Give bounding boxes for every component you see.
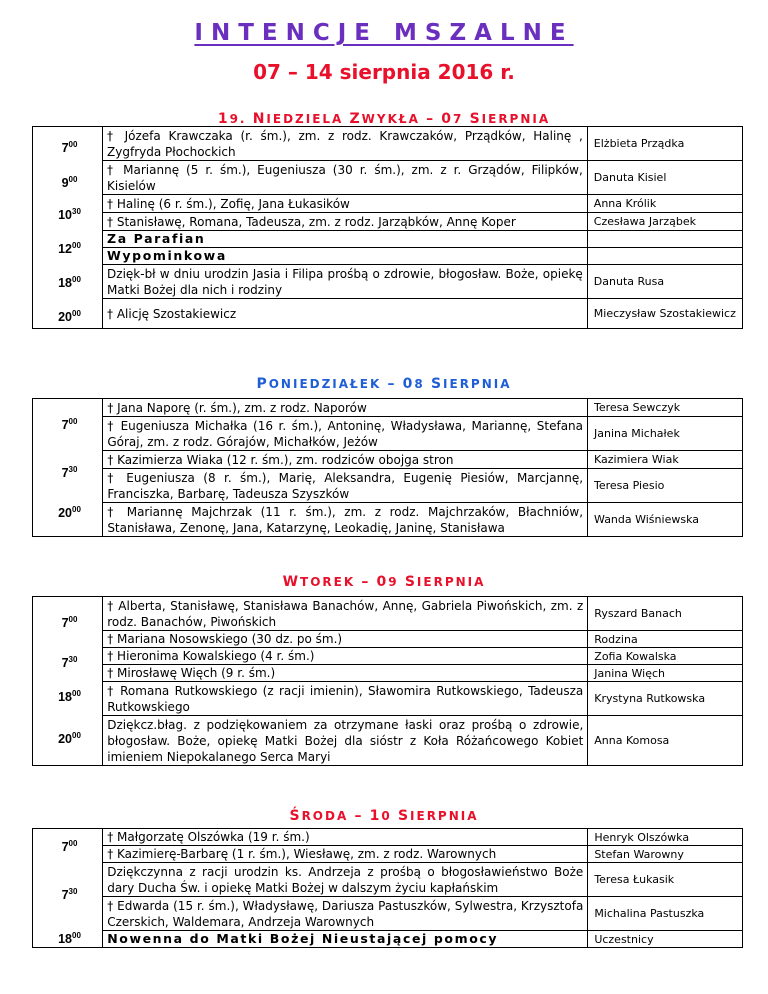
requester-name: Czesława Jarząbek [587, 213, 742, 231]
mass-time: $7^{00}$ [61, 140, 78, 155]
requester-name: Zofia Kowalska [588, 648, 743, 665]
intention-text: † Mariannę (5 r. śm.), Eugeniusza (30 r. śm.), zm. z r. Grządów, Filipków, Kisielów [103, 161, 588, 195]
section-heading-wednesday: ŚRODA – 10 SIERPNIA [289, 808, 479, 824]
table-row [33, 399, 743, 417]
requester-name: Anna Królik [587, 195, 742, 213]
table-row [33, 503, 743, 537]
table-row [33, 127, 743, 161]
intention-text: † Eugeniusza Michałka (16 r. śm.), Antoninę, Władysława, Mariannę, Stefana Góraj, zm. z rodz. Górajów, Michałków, Jeżów [103, 417, 588, 451]
requester-name: Rodzina [588, 631, 743, 648]
sunday-table [32, 126, 743, 329]
mass-time: $20^{00}$ [58, 309, 81, 324]
section-heading-monday: PONIEDZIAŁEK – 08 SIERPNIA [256, 376, 512, 392]
intention-text: † Hieronima Kowalskiego (4 r. śm.) [103, 648, 588, 665]
wednesday-table [32, 828, 743, 948]
intention-text: † Romana Rutkowskiego (z racji imienin), Sławomira Rutkowskiego, Tadeusza Rutkowskiego [103, 682, 588, 716]
intention-text: Wypominkowa [103, 248, 588, 265]
requester-name: Mieczysław Szostakiewicz [587, 299, 742, 329]
page-title: INTENCJE MSZALNE [194, 20, 574, 46]
mass-time: $7^{00}$ [61, 417, 78, 432]
table-row [33, 682, 743, 716]
intention-text: Nowenna do Matki Bożej Nieustającej pomocy [103, 931, 588, 948]
intention-text: † Józefa Krawczaka (r. śm.), zm. z rodz. Krawczaków, Prządków, Halinę , Zygfryda Płochockich [103, 127, 588, 161]
mass-time: $9^{00}$ [61, 175, 78, 190]
table-row [33, 597, 743, 631]
table-row [33, 161, 743, 195]
requester-name: Stefan Warowny [588, 846, 743, 863]
intention-text: † Małgorzatę Olszówka (19 r. śm.) [103, 829, 588, 846]
table-row [33, 451, 743, 469]
intention-text: Dzięk-bł w dniu urodzin Jasia i Filipa prośbą o zdrowie, błogosław. Boże, opiekę Matki Bożej dla nich i rodziny [103, 265, 588, 299]
table-row [33, 846, 743, 863]
mass-time: $7^{30}$ [61, 887, 78, 902]
intention-text: † Kazimierę-Barbarę (1 r. śm.), Wiesławę, zm. z rodz. Warownych [103, 846, 588, 863]
table-row [33, 417, 743, 451]
table-row [33, 469, 743, 503]
intention-text: † Mariana Nosowskiego (30 dz. po śm.) [103, 631, 588, 648]
intention-text: † Halinę (6 r. śm.), Zofię, Jana Łukasików [103, 195, 588, 213]
intention-text: † Eugeniusza (8 r. śm.), Marię, Aleksandra, Eugenię Piesiów, Marcjannę, Franciszka, Barbarę, Tadeusza Szyszków [103, 469, 588, 503]
requester-name: Kazimiera Wiak [588, 451, 743, 469]
section-heading-tuesday: WTOREK – 09 SIERPNIA [282, 574, 486, 590]
requester-name: Henryk Olszówka [588, 829, 743, 846]
intention-text: † Stanisławę, Romana, Tadeusza, zm. z rodz. Jarząbków, Annę Koper [103, 213, 588, 231]
requester-name: Krystyna Rutkowska [588, 682, 743, 716]
time-column [33, 829, 103, 948]
table-row [33, 665, 743, 682]
intention-text: † Jana Naporę (r. śm.), zm. z rodz. Naporów [103, 399, 588, 417]
requester-name: Danuta Kisiel [587, 161, 742, 195]
mass-time: $7^{30}$ [61, 465, 78, 480]
mass-time: $7^{00}$ [61, 615, 78, 630]
requester-name: Teresa Łukasik [588, 863, 743, 897]
requester-name: Janina Michałek [588, 417, 743, 451]
table-row [33, 299, 743, 329]
table-row [33, 863, 743, 897]
mass-time: $18^{00}$ [58, 275, 81, 290]
requester-name: Teresa Piesio [588, 469, 743, 503]
section-heading-sunday: 19. NIEDZIELA ZWYKŁA – 07 SIERPNIA [217, 111, 551, 127]
mass-time: $20^{00}$ [58, 731, 81, 746]
table-row [33, 716, 743, 766]
table-row [33, 213, 743, 231]
table-row [33, 248, 743, 265]
mass-time: $20^{00}$ [58, 505, 81, 520]
requester-name: Ryszard Banach [588, 597, 743, 631]
table-row [33, 231, 743, 248]
requester-name: Wanda Wiśniewska [588, 503, 743, 537]
mass-time: $18^{00}$ [58, 689, 81, 704]
table-row [33, 897, 743, 931]
mass-time: $7^{00}$ [61, 839, 78, 854]
intention-text: † Mariannę Majchrzak (11 r. śm.), zm. z rodz. Majchrzaków, Błachniów, Stanisława, Zenonę, Jana, Katarzynę, Leokadię, Janinę, Stanisława [103, 503, 588, 537]
time-column [33, 399, 103, 537]
mass-time: $18^{00}$ [58, 931, 81, 946]
requester-name: Uczestnicy [588, 931, 743, 948]
date-range: 07 – 14 sierpnia 2016 r. [253, 60, 515, 84]
table-row [33, 631, 743, 648]
requester-name: Janina Więch [588, 665, 743, 682]
mass-time: $10^{30}$ [58, 207, 81, 222]
intention-text: Dziękcz.błag. z podziękowaniem za otrzymane łaski oraz prośbą o zdrowie, błogosław. Boże, opiekę Matki Bożej dla sióstr z Koła Różańcowego Kobiet imieniem Niepokalanego Serca Maryi [103, 716, 588, 766]
intention-text: † Mirosławę Więch (9 r. śm.) [103, 665, 588, 682]
table-row [33, 265, 743, 299]
intention-text: † Kazimierza Wiaka (12 r. śm.), zm. rodziców obojga stron [103, 451, 588, 469]
table-row [33, 195, 743, 213]
tuesday-table [32, 596, 743, 766]
intention-text: Dziękczynna z racji urodzin ks. Andrzeja z prośbą o błogosławieństwo Boże dary Ducha Św. i opiekę Matki Bożej w dalszym życiu kapłańskim [103, 863, 588, 897]
intention-text: † Alberta, Stanisławę, Stanisława Banachów, Annę, Gabriela Piwońskich, zm. z rodz. Banachów, Piwońskich [103, 597, 588, 631]
time-column [33, 597, 103, 766]
requester-name [587, 248, 742, 265]
requester-name [587, 231, 742, 248]
requester-name: Teresa Sewczyk [588, 399, 743, 417]
intention-text: Za Parafian [103, 231, 588, 248]
requester-name: Michalina Pastuszka [588, 897, 743, 931]
table-row [33, 931, 743, 948]
monday-table [32, 398, 743, 537]
requester-name: Danuta Rusa [587, 265, 742, 299]
table-row [33, 648, 743, 665]
table-row [33, 829, 743, 846]
intention-text: † Alicję Szostakiewicz [103, 299, 588, 329]
time-column [33, 127, 103, 329]
mass-time: $7^{30}$ [61, 655, 78, 670]
requester-name: Elżbieta Prządka [587, 127, 742, 161]
intention-text: † Edwarda (15 r. śm.), Władysławę, Dariusza Pastuszków, Sylwestra, Krzysztofa Czerskich, Waldemara, Andrzeja Warownych [103, 897, 588, 931]
mass-time: $12^{00}$ [58, 241, 81, 256]
requester-name: Anna Komosa [588, 716, 743, 766]
